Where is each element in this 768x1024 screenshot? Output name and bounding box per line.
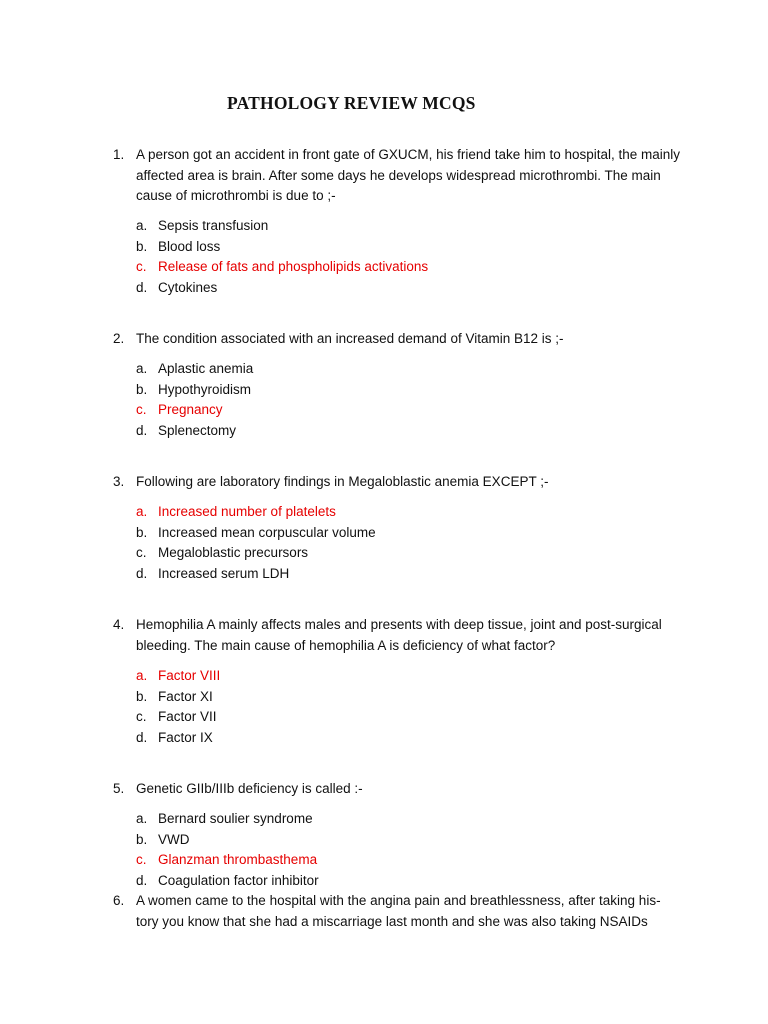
- question-number: 3.: [113, 474, 125, 489]
- question-5: [113, 779, 683, 800]
- option-letter: d.: [136, 422, 148, 438]
- option-a-correct: [136, 502, 376, 523]
- option-d: [136, 564, 376, 585]
- option-text: Increased mean corpuscular volume: [158, 524, 376, 540]
- option-letter: d.: [136, 279, 148, 295]
- option-letter: c.: [136, 402, 147, 418]
- question-number: 5.: [113, 781, 125, 796]
- option-a: [136, 359, 253, 380]
- options-list-1: [136, 216, 428, 298]
- option-letter: a.: [136, 811, 148, 826]
- option-text: Factor XI: [158, 688, 213, 704]
- question-stem: Hemophilia A mainly affects males and presents with deep tissue, joint and post-surgical bleeding. The main cause of hemophilia A is deficiency of what factor?: [136, 617, 662, 653]
- question-number: 2.: [113, 331, 125, 346]
- option-b: [136, 237, 428, 258]
- option-b: [136, 830, 319, 851]
- option-letter: a.: [136, 218, 148, 233]
- option-text: Aplastic anemia: [158, 361, 254, 376]
- option-text: VWD: [158, 831, 190, 847]
- option-text: Megaloblastic precursors: [158, 545, 309, 561]
- option-text: Factor VII: [158, 709, 217, 725]
- option-letter: a.: [136, 361, 148, 376]
- question-number: 4.: [113, 617, 125, 632]
- option-a: [136, 216, 428, 237]
- option-a-correct: [136, 666, 220, 687]
- option-d: [136, 871, 319, 892]
- question-stem: A person got an accident in front gate of GXUCM, his friend take him to hospital, the mainly affected area is brain. After some days he develops widespread microthrombi. The main cause of microthrombi is due to ;-: [136, 147, 681, 203]
- question-number: 6.: [113, 893, 125, 908]
- option-c-correct: [136, 850, 319, 871]
- option-d: [136, 728, 220, 749]
- option-text: Coagulation factor inhibitor: [158, 872, 319, 888]
- page-title: PATHOLOGY REVIEW MCQS: [227, 93, 476, 113]
- option-letter: b.: [136, 381, 148, 397]
- option-a: [136, 809, 319, 830]
- option-text: Factor IX: [158, 729, 213, 745]
- option-letter: a.: [136, 504, 148, 519]
- option-letter: d.: [136, 729, 148, 745]
- option-letter: c.: [136, 545, 147, 561]
- question-number: 1.: [113, 147, 125, 162]
- option-letter: c.: [136, 259, 147, 275]
- option-letter: c.: [136, 852, 147, 868]
- option-letter: d.: [136, 565, 148, 581]
- option-letter: b.: [136, 524, 148, 540]
- option-d: [136, 278, 428, 299]
- option-text: Sepsis transfusion: [158, 218, 269, 233]
- option-text: Hypothyroidism: [158, 381, 252, 397]
- question-stem: A women came to the hospital with the angina pain and breathlessness, after taking his-tory you know that she had a miscarriage last month and she was also taking NSAIDs: [136, 893, 661, 929]
- option-letter: b.: [136, 688, 148, 704]
- option-c: [136, 707, 220, 728]
- option-text: Factor VIII: [158, 668, 221, 683]
- options-list-4: [136, 666, 220, 748]
- option-d: [136, 421, 253, 442]
- option-c: [136, 543, 376, 564]
- question-3: [113, 472, 683, 493]
- question-stem: The condition associated with an increased demand of Vitamin B12 is ;-: [136, 331, 564, 346]
- option-letter: b.: [136, 831, 148, 847]
- option-c-correct: [136, 400, 253, 421]
- question-stem: Following are laboratory findings in Megaloblastic anemia EXCEPT ;-: [136, 474, 549, 489]
- question-6: [113, 891, 683, 932]
- option-letter: d.: [136, 872, 148, 888]
- option-text: Splenectomy: [158, 422, 237, 438]
- option-text: Pregnancy: [158, 402, 223, 418]
- option-b: [136, 523, 376, 544]
- option-text: Release of fats and phospholipids activations: [158, 259, 429, 275]
- question-2: [113, 329, 683, 350]
- option-text: Increased serum LDH: [158, 565, 290, 581]
- question-4: [113, 615, 683, 656]
- option-text: Cytokines: [158, 279, 218, 295]
- options-list-2: [136, 359, 253, 441]
- option-letter: a.: [136, 668, 148, 683]
- option-text: Glanzman thrombasthema: [158, 852, 318, 868]
- option-b: [136, 380, 253, 401]
- options-list-5: [136, 809, 319, 891]
- option-letter: b.: [136, 238, 148, 254]
- question-1: [113, 145, 683, 207]
- option-c-correct: [136, 257, 428, 278]
- options-list-3: [136, 502, 376, 584]
- option-b: [136, 687, 220, 708]
- option-text: Blood loss: [158, 238, 221, 254]
- option-text: Bernard soulier syndrome: [158, 811, 313, 826]
- option-text: Increased number of platelets: [158, 504, 336, 519]
- option-letter: c.: [136, 709, 147, 725]
- question-stem: Genetic GIIb/IIIb deficiency is called :-: [136, 781, 363, 796]
